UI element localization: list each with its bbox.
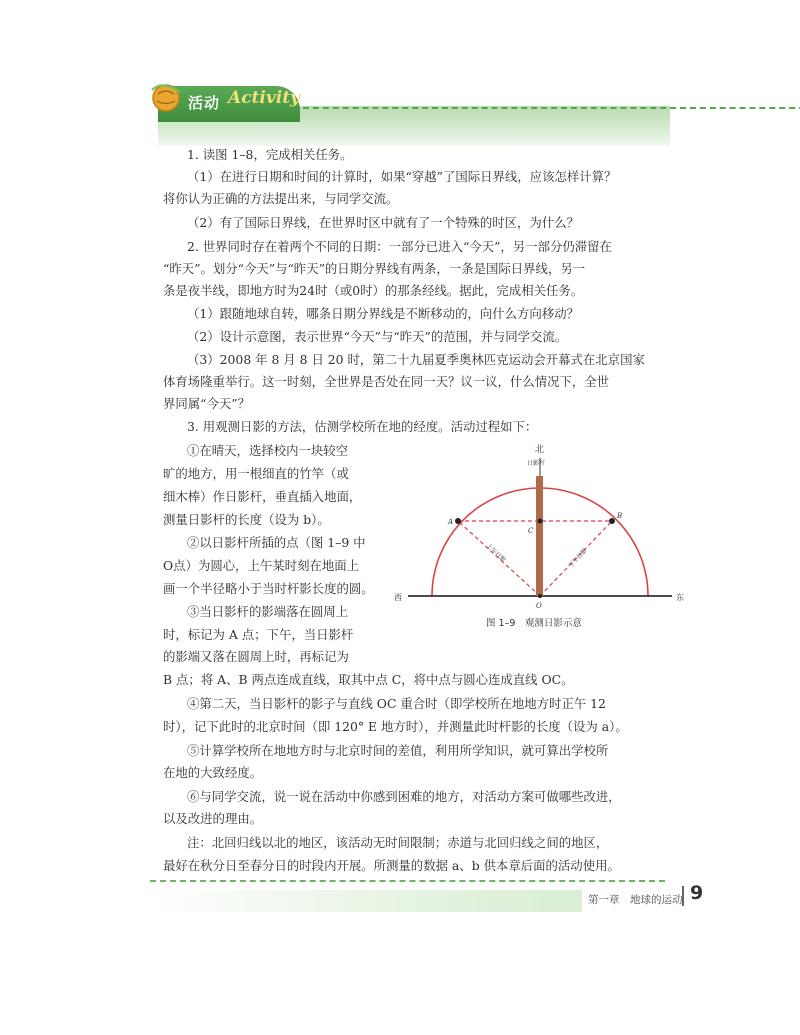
text-line: 旷的地方，用一根细直的竹竿（或 (163, 466, 349, 481)
text-line: 界同属“今天”？ (163, 396, 251, 411)
footer-divider (682, 886, 684, 906)
text-line: 时），记下此时的北京时间（即 120° E 地方时），并测量此时杆影的长度（设为 a）。 (163, 719, 628, 734)
point-a-label: A (448, 518, 454, 526)
text-line: B 点；将 A、B 两点连成直线，取其中点 C，将中点与圆心连成直线 OC。 (163, 672, 574, 687)
text-line: 以及改进的理由。 (163, 811, 263, 826)
text-line: 的影端又落在圆周上时，再标记为 (163, 649, 349, 664)
point-o (538, 594, 542, 598)
bottom-dashed-line (150, 880, 665, 882)
pole-label: 日影杆 (527, 460, 546, 467)
point-b-label: B (617, 512, 623, 520)
globe-icon (148, 78, 184, 114)
text-line: ④第二天，当日影杆的影子与直线 OC 重合时（即学校所在地地方时正午 12 (187, 696, 606, 711)
text-line: 将你认为正确的方法提出来，与同学交流。 (163, 191, 399, 206)
text-line: 3. 用观测日影的方法，估测学校所在地的经度。活动过程如下： (187, 419, 538, 434)
point-c-label: C (528, 527, 534, 535)
point-c (538, 519, 543, 524)
text-line: （1）跟随地球自转，哪条日期分界线是不断移动的，向什么方向移动？ (187, 306, 579, 321)
header-dashed-line (303, 107, 800, 109)
text-line: 画一个半径略小于当时杆影长度的圆。 (163, 581, 374, 596)
text-line: 时，标记为 A 点；下午，当日影杆 (163, 627, 354, 642)
point-a (455, 518, 461, 524)
footer-strip (150, 890, 582, 912)
text-line: O点）为圆心，上午某时刻在地面上 (163, 558, 360, 573)
text-line: 1. 读图 1–8，完成相关任务。 (187, 147, 353, 162)
text-line: （3）2008 年 8 月 8 日 20 时，第二十九届夏季奥林匹克运动会开幕式在北京国家 (187, 352, 645, 367)
page-number: 9 (690, 882, 704, 904)
text-line: 测量日影杆的长度（设为 b）。 (163, 512, 330, 527)
text-line: （2）有了国际日界线，在世界时区中就有了一个特殊的时区，为什么？ (187, 215, 579, 230)
am-shadow-label: 上午日影 (484, 542, 507, 564)
figure-caption: 图 1–9 观测日影示意 (486, 618, 582, 629)
text-line: ⑤计算学校所在地地方时与北京时间的差值，利用所学知识，就可算出学校所 (187, 743, 609, 758)
text-line: 细木棒）作日影杆，垂直插入地面， (163, 489, 362, 504)
west-label: 西 (394, 593, 402, 602)
text-line: （1）在进行日期和时间的计算时，如果“穿越”了国际日界线，应该怎样计算？ (187, 169, 617, 184)
north-label: 北 (535, 445, 545, 455)
pm-shadow-label: 下午日影 (567, 547, 589, 570)
sun-shadow-diagram (390, 438, 690, 638)
text-line: 条是夜半线，即地方时为24时（或0时）的那条经线。据此，完成相关任务。 (163, 283, 584, 298)
activity-header (148, 76, 670, 146)
chapter-label: 第一章 地球的运动 (588, 894, 683, 906)
text-line: ①在晴天，选择校内一块较空 (187, 443, 349, 458)
text-line: “昨天”。划分“今天”与“昨天”的日期分界线有两条，一条是国际日界线，另一 (163, 261, 586, 276)
point-o-label: O (536, 602, 542, 610)
activity-subtitle: Activity (228, 88, 300, 108)
text-line: 在地的大致经度。 (163, 765, 263, 780)
east-label: 东 (676, 593, 684, 602)
point-b (609, 518, 615, 524)
text-line: 体育场隆重举行。这一时刻，全世界是否处在同一天？议一议，什么情况下，全世 (163, 374, 610, 389)
text-line: 2. 世界同时存在着两个不同的日期：一部分已进入“今天”，另一部分仍滞留在 (187, 239, 612, 254)
note-line: 最好在秋分日至春分日的时段内开展。所测量的数据 a、b 供本章后面的活动使用。 (163, 858, 620, 873)
shadow-pole (536, 476, 543, 596)
activity-title: 活动 (188, 94, 221, 112)
text-line: （2）设计示意图，表示世界“今天”与“昨天”的范围，并与同学交流。 (187, 329, 568, 344)
note-line: 注：北回归线以北的地区，该活动无时间限制；赤道与北回归线之间的地区， (187, 835, 609, 850)
text-line: ②以日影杆所插的点（图 1–9 中 (187, 535, 366, 550)
text-line: ⑥与同学交流，说一说在活动中你感到困难的地方，对活动方案可做哪些改进， (187, 789, 621, 804)
text-line: ③当日影杆的影端落在圆周上 (187, 604, 349, 619)
